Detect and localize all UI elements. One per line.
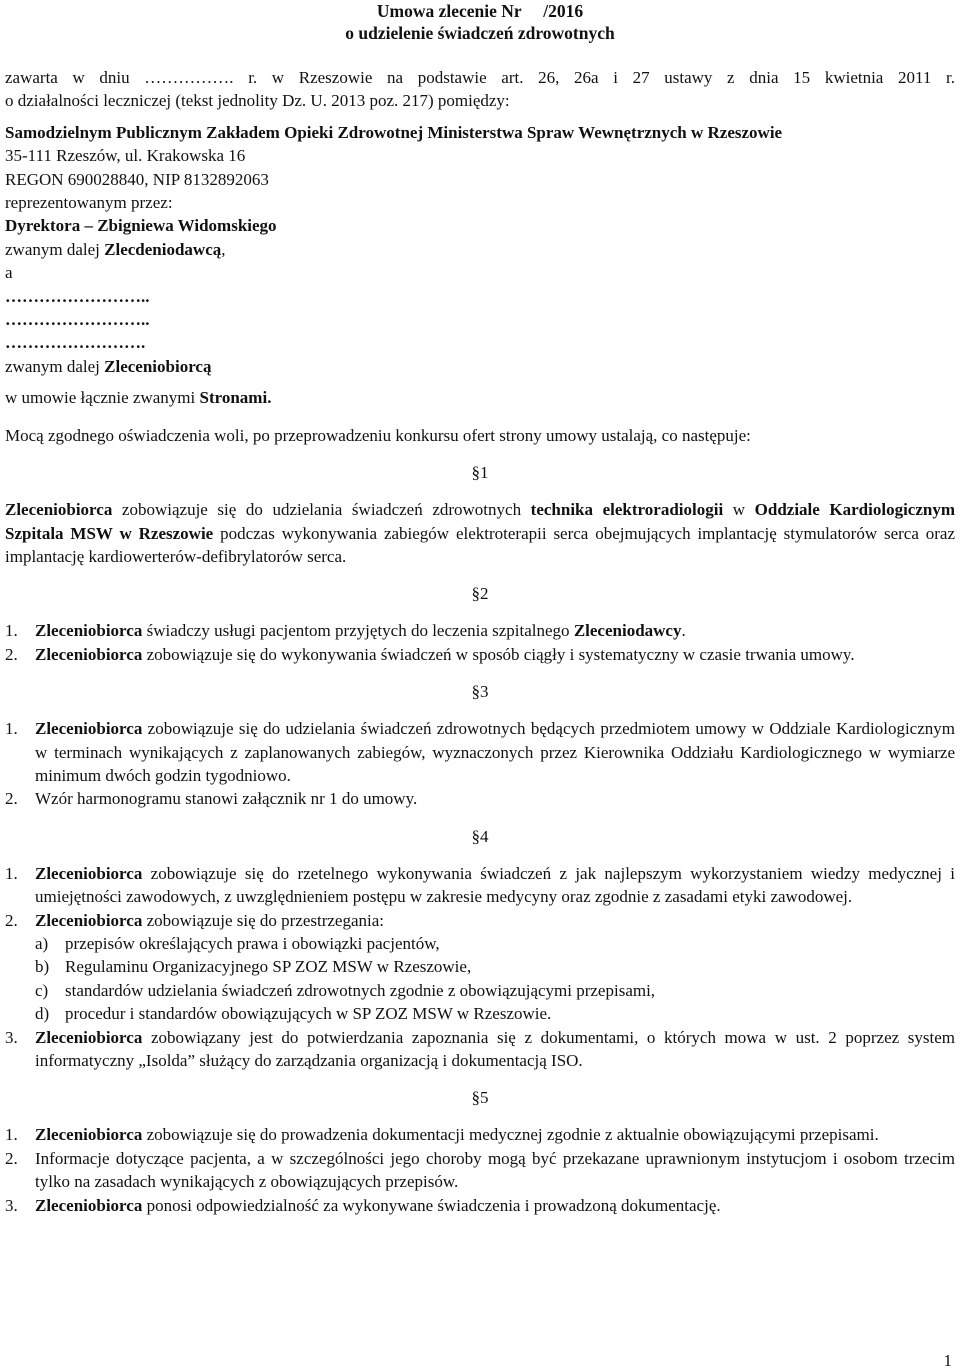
section-5-item-3: 3. Zleceniobiorca ponosi odpowiedzialność za wykonywane świadczenia i prowadzoną dokumentację.	[5, 1195, 721, 1215]
section-heading-3: §3	[471, 682, 489, 702]
party1-director: Dyrektora – Zbigniewa Widomskiego	[5, 216, 277, 236]
party1-represented: reprezentowanym przez:	[5, 193, 173, 213]
party1-address: 35-111 Rzeszów, ul. Krakowska 16	[5, 146, 246, 166]
section-4-item-2: 2. Zleceniobiorca zobowiązuje się do przestrzegania:	[5, 910, 385, 930]
section-4-item-1: 1. Zleceniobiorca zobowiązuje się do rzetelnego wykonywania świadczeń z jak najlepszym wykorzystaniem wiedzy medycznej i umiejętności zawodowych, z uwzględnieniem postępu w zakresie medycyny oraz zgodnie z zasadami etyki zawodowej.	[5, 863, 955, 907]
document-subtitle: o udzielenie świadczeń zdrowotnych	[345, 23, 615, 43]
preamble: Mocą zgodnego oświadczenia woli, po przeprowadzeniu konkursu ofert strony umowy ustalają, co następuje:	[5, 425, 751, 445]
party2-dots-3: …………………….	[5, 333, 146, 353]
intro-line-2: o działalności leczniczej (tekst jednolity Dz. U. 2013 poz. 217) pomiędzy:	[5, 91, 510, 111]
section-4-item-3: 3. Zleceniobiorca zobowiązany jest do potwierdzania zapoznania się z dokumentami, o których mowa w ust. 2 poprzez system informatyczny „Isolda” służący do zarządzania organizacją i dokumentacją ISO.	[5, 1027, 955, 1070]
section-heading-2: §2	[471, 584, 489, 604]
section-heading-5: §5	[471, 1088, 489, 1108]
section-2-item-1: 1. Zleceniobiorca świadczy usługi pacjentom przyjętych do leczenia szpitalnego Zleceniodawcy.	[5, 621, 686, 641]
section-4-sub-d: d) procedur i standardów obowiązujących w SP ZOZ MSW w Rzeszowie.	[35, 1004, 552, 1024]
party1-ids: REGON 690028840, NIP 8132892063	[5, 169, 269, 189]
page-number: 1	[943, 1350, 952, 1370]
section-3-item-2: 2. Wzór harmonogramu stanowi załącznik nr 1 do umowy.	[5, 789, 418, 809]
party1-and: a	[5, 263, 13, 283]
section-5-item-2: 2. Informacje dotyczące pacjenta, a w szczególności jego choroby mogą być przekazane uprawnionym instytucjom i osobom trzecim tylko na zasadach wynikających z obowiązujących przepisów.	[5, 1148, 955, 1192]
section-heading-4: §4	[471, 826, 489, 846]
party1-name: Samodzielnym Publicznym Zakładem Opieki Zdrowotnej Ministerstwa Spraw Wewnętrznych w Rzeszowie	[5, 122, 783, 142]
section-heading-1: §1	[471, 463, 489, 483]
section-1-text: Zleceniobiorca zobowiązuje się do udzielania świadczeń zdrowotnych technika elektroradiologii w Oddziale Kardiologicznym Szpitala MSW w Rzeszowie podczas wykonywania zabiegów elektroterapii serca obejmujących implantację stymulatorów serca oraz implantację kardiowerterów-defibrylatorów serca.	[5, 500, 956, 566]
section-4-sub-b: b) Regulaminu Organizacyjnego SP ZOZ MSW w Rzeszowie,	[35, 957, 472, 977]
intro-line-1: zawarta w dniu ……………. r. w Rzeszowie na podstawie art. 26, 26a i 27 ustawy z dnia 15 kwietnia 2011 r.	[5, 68, 955, 87]
document-page	[5, 0, 955, 1217]
section-3-item-1: 1. Zleceniobiorca zobowiązuje się do udzielania świadczeń zdrowotnych będących przedmiotem umowy w Oddziale Kardiologicznym w terminach wynikających z zaplanowanych zabiegów, wyznaczonych przez Kierownika Oddziału Kardiologicznego w wymiarze minimum dwóch godzin tygodniowo.	[5, 719, 955, 785]
party2-dots-2: ……………………..	[5, 310, 150, 330]
section-2-item-2: 2. Zleceniobiorca zobowiązuje się do wykonywania świadczeń w sposób ciągły i systematyczny w czasie trwania umowy.	[5, 644, 855, 664]
section-4-sub-c: c) standardów udzielania świadczeń zdrowotnych zgodnie z obowiązującymi przepisami,	[35, 980, 656, 1000]
section-5-item-1: 1. Zleceniobiorca zobowiązuje się do prowadzenia dokumentacji medycznej zgodnie z aktualnie obowiązującymi przepisami.	[5, 1125, 879, 1145]
party1-called: zwanym dalej Zlecdeniodawcą,	[5, 239, 226, 259]
party2-dots-1: ……………………..	[5, 286, 150, 306]
parties-definition: w umowie łącznie zwanymi Stronami.	[5, 388, 272, 408]
section-4-sub-a: a) przepisów określających prawa i obowiązki pacjentów,	[35, 933, 440, 953]
document-title: Umowa zlecenie Nr /2016	[376, 1, 584, 21]
party2-called: zwanym dalej Zleceniobiorcą	[5, 356, 212, 376]
